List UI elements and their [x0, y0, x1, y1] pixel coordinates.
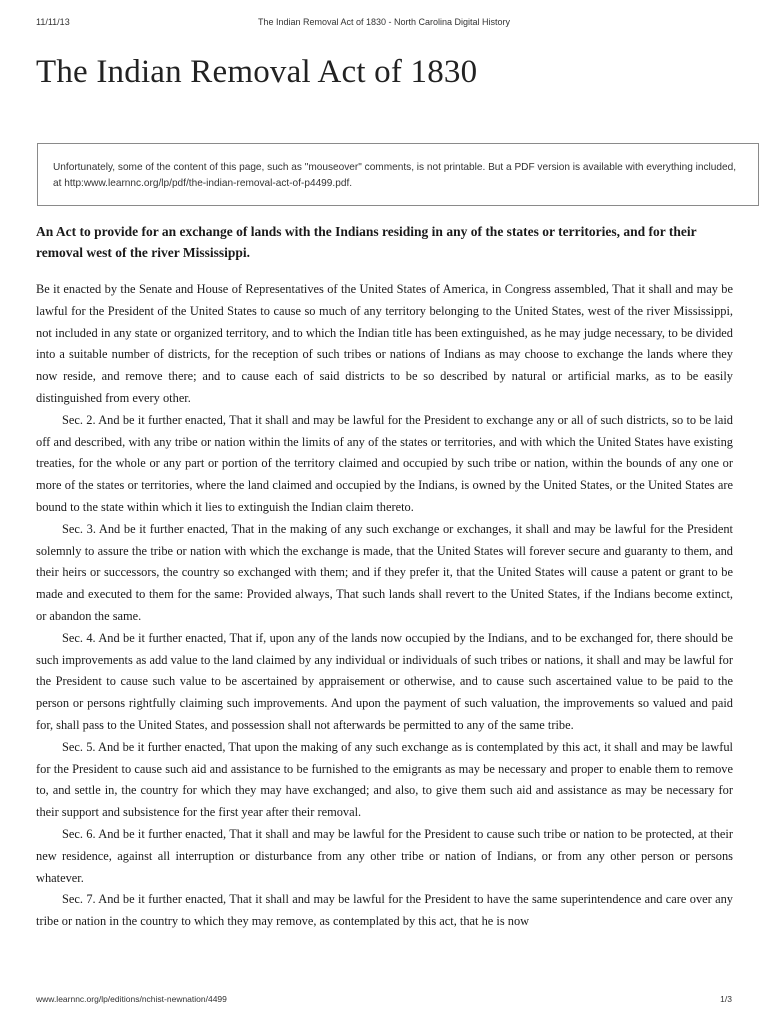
act-section-6: Sec. 6. And be it further enacted, That it shall and may be lawful for the President to cause such tribe or nation to be protected, at their new residence, against all interruption or disturbance from any other tribe or nation of Indians, or from any other person or persons whatever.: [36, 826, 733, 885]
print-date: 11/11/13: [36, 17, 70, 27]
act-section-2: Sec. 2. And be it further enacted, That it shall and may be lawful for the President to exchange any or all of such districts, so to be laid off and described, with any tribe or nation within the limits of any of the states or territories, and with which the United States have existing treaties, for the whole or any part or portion of the territory claimed and occupied by such tribe or nation, within the bounds of any one or more of the states or territories, where the land claimed and occupied by the Indians, is owned by the United States, or the United States are bound to the state within which it lies to extinguish the Indian claim thereto.: [36, 412, 733, 514]
print-document-title: The Indian Removal Act of 1830 - North Carolina Digital History: [257, 17, 511, 27]
print-footer: [36, 994, 732, 1008]
print-header: [36, 17, 732, 31]
print-url: www.learnnc.org/lp/editions/nchist-newnation/4499: [36, 994, 227, 1004]
act-paragraph: Be it enacted by the Senate and House of Representatives of the United States of America, in Congress assembled, That it shall and may be lawful for the President of the United States to cause so much of any territory belonging to the United States, west of the river Mississippi, not included in any state or organized territory, and to which the Indian title has been extinguished, as he may judge necessary, to be divided into a suitable number of districts, for the reception of such tribes or nations of Indians as may choose to exchange the lands where they now reside, and remove there; and to cause each of said districts to be so described by natural or artificial marks, as to be easily distinguished from every other.: [36, 282, 733, 405]
act-section-5: Sec. 5. And be it further enacted, That upon the making of any such exchange as is contemplated by this act, it shall and may be lawful for the President to cause such aid and assistance to be furnished to the emigrants as may be necessary and proper to enable them to remove to, and settle in, the country for which they may have exchanged; and also, to give them such aid and assistance as may be necessary for their support and subsistence for the first year after their removal.: [36, 739, 733, 820]
act-body: [36, 279, 733, 933]
act-intro: An Act to provide for an exchange of lands with the Indians residing in any of the states or territories, and for their removal west of the river Mississippi.: [36, 224, 697, 260]
page-number: 1/3: [720, 994, 732, 1004]
print-notice-box: [37, 143, 759, 206]
page-title: The Indian Removal Act of 1830: [36, 54, 478, 90]
act-section-7: Sec. 7. And be it further enacted, That it shall and may be lawful for the President to have the same superintendence and care over any tribe or nation in the country to which they may remove, as contemplated by this act, that he is now: [36, 892, 733, 929]
act-section-4: Sec. 4. And be it further enacted, That if, upon any of the lands now occupied by the Indians, and to be exchanged for, there should be such improvements as add value to the land claimed by any individual or individuals of such tribes or nations, it shall and may be lawful for the President to cause such value to be ascertained by appraisement or otherwise, and to cause such ascertained value to be paid to the person or persons rightfully claiming such improvements. And upon the payment of such valuation, the improvements so valued and paid for, shall pass to the United States, and possession shall not afterwards be permitted to any of the same tribe.: [36, 630, 733, 732]
print-notice-text: Unfortunately, some of the content of this page, such as "mouseover" comments, is not printable. But a PDF version is available with everything included, at http:www.learnnc.org/lp/pdf/the-indian-removal-act-of-p4499.pdf.: [53, 162, 737, 189]
act-section-3: Sec. 3. And be it further enacted, That in the making of any such exchange or exchanges, it shall and may be lawful for the President solemnly to assure the tribe or nation with which the exchange is made, that the United States will forever secure and guaranty to them, and their heirs or successors, the country so exchanged with them; and if they prefer it, that the United States will cause a patent or grant to be made and executed to them for the same: Provided always, That such lands shall revert to the United States, if the Indians become extinct, or abandon the same.: [36, 521, 733, 623]
